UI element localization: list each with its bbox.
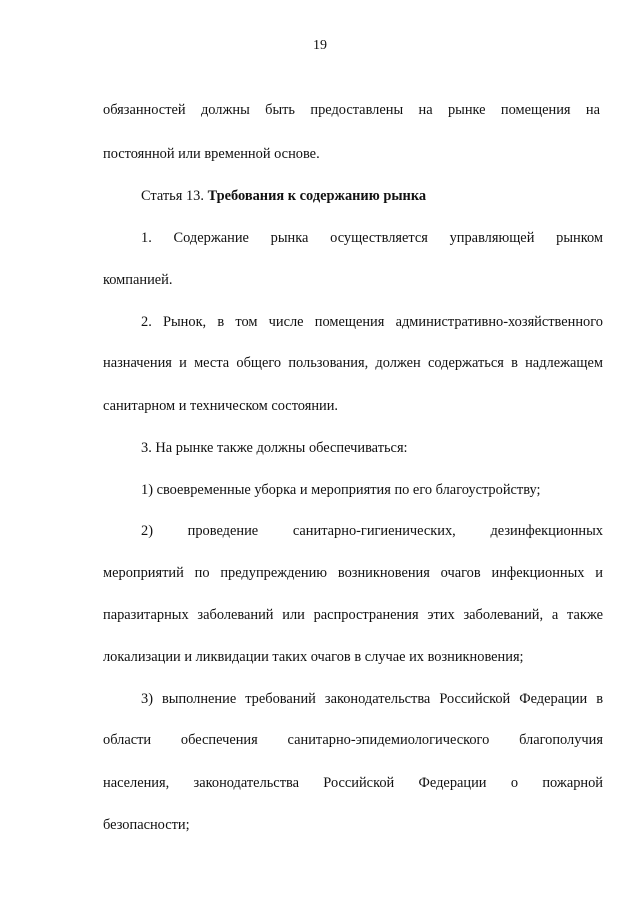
text-line: 1. Содержание рынка осуществляется управляющей рынком — [141, 230, 603, 246]
text-line: обязанностей должны быть предоставлены на рынке помещения на — [103, 102, 600, 118]
text-line: 2) проведение санитарно-гигиенических, дезинфекционных — [141, 523, 603, 539]
text-line: назначения и места общего пользования, должен содержаться в надлежащем — [103, 355, 603, 371]
text-line: локализации и ликвидации таких очагов в случае их возникновения; — [103, 649, 524, 665]
text-line: санитарном и техническом состоянии. — [103, 398, 339, 414]
text-line: 3. На рынке также должны обеспечиваться: — [141, 440, 408, 456]
text-line: населения, законодательства Российской Федерации о пожарной — [103, 775, 603, 791]
text-line: области обеспечения санитарно-эпидемиологического благополучия — [103, 732, 603, 748]
article-heading — [141, 187, 426, 205]
article-title: Требования к содержанию рынка — [207, 188, 427, 204]
text-line: 1) своевременные уборка и мероприятия по его благоустройству; — [141, 482, 541, 498]
text-line: постоянной или временной основе. — [103, 146, 320, 162]
text-line: безопасности; — [103, 817, 190, 833]
text-line: мероприятий по предупреждению возникновения очагов инфекционных и — [103, 565, 603, 581]
text-line: 3) выполнение требований законодательства Российской Федерации в — [141, 691, 603, 707]
text-line: компанией. — [103, 272, 173, 288]
article-number: Статья 13. — [141, 188, 204, 204]
text-line: 2. Рынок, в том числе помещения административно-хозяйственного — [141, 314, 603, 330]
text-line: паразитарных заболеваний или распространения этих заболеваний, а также — [103, 607, 603, 623]
page-number: 19 — [313, 38, 327, 53]
